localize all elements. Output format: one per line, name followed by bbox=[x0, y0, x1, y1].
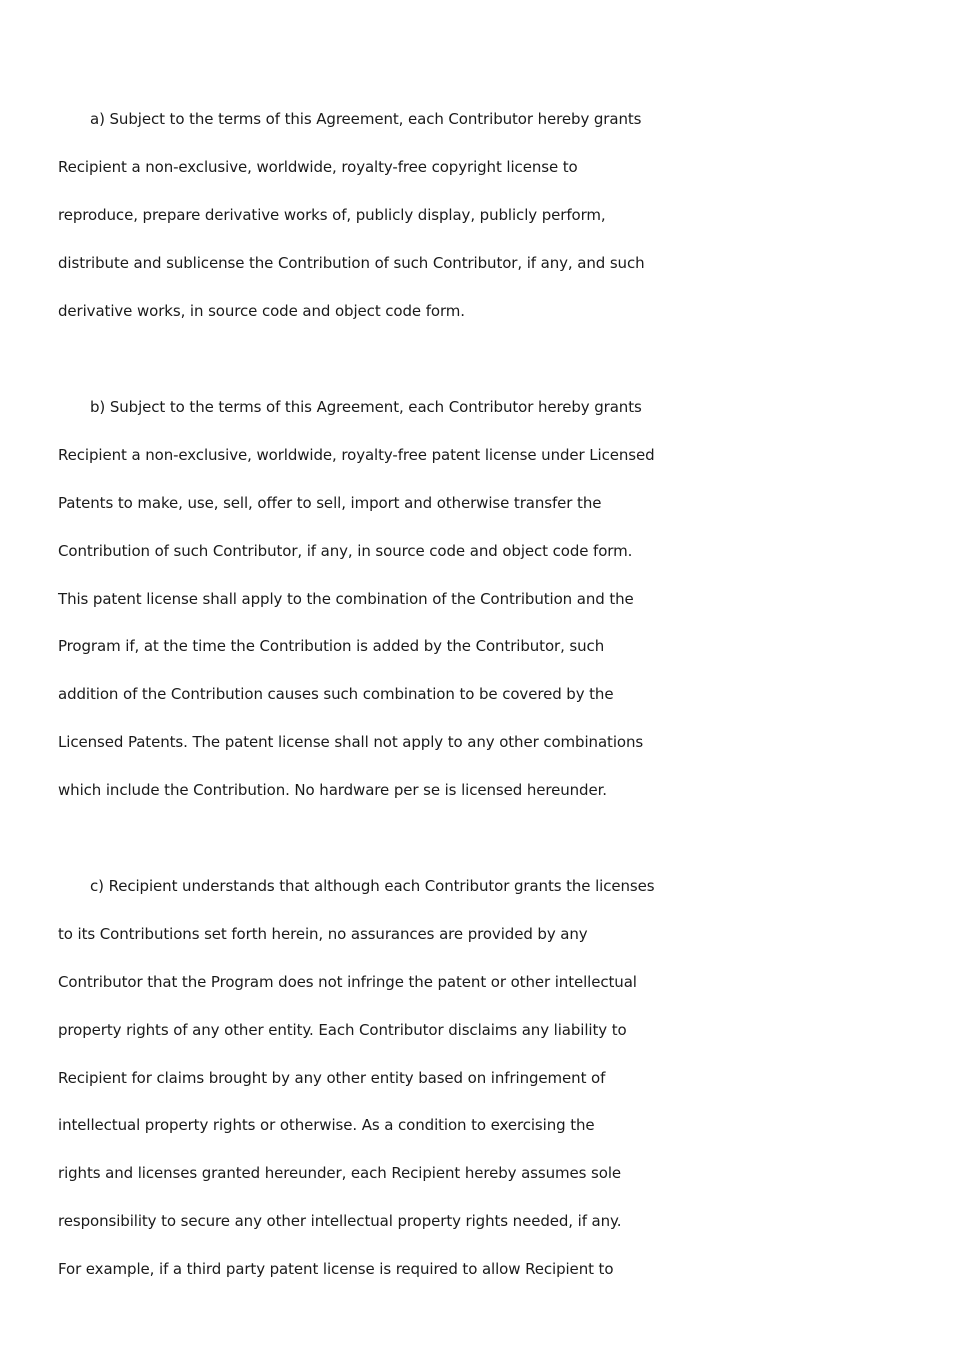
paragraph-line: a) Subject to the terms of this Agreement, each Contributor hereby grants bbox=[90, 110, 642, 128]
paragraph-line: responsibility to secure any other intellectual property rights needed, if any. bbox=[58, 1212, 622, 1231]
paragraph-line: intellectual property rights or otherwise. As a condition to exercising the bbox=[58, 1116, 595, 1135]
paragraph-line: derivative works, in source code and object code form. bbox=[58, 301, 465, 320]
paragraph-line: which include the Contribution. No hardware per se is licensed hereunder. bbox=[58, 781, 607, 800]
paragraph-line: reproduce, prepare derivative works of, publicly display, publicly perform, bbox=[58, 205, 606, 224]
paragraph-line: addition of the Contribution causes such combination to be covered by the bbox=[58, 685, 614, 704]
paragraph-line: Patents to make, use, sell, offer to sell, import and otherwise transfer the bbox=[58, 493, 602, 512]
paragraph-b bbox=[58, 384, 698, 815]
paragraph-c bbox=[58, 863, 698, 1294]
paragraph-line: property rights of any other entity. Each Contributor disclaims any liability to bbox=[58, 1020, 627, 1039]
paragraph-line: This patent license shall apply to the combination of the Contribution and the bbox=[58, 589, 634, 608]
paragraph-line: c) Recipient understands that although each Contributor grants the licenses bbox=[90, 877, 655, 895]
paragraph-line: Licensed Patents. The patent license shall not apply to any other combinations bbox=[58, 733, 644, 752]
paragraph-line: to its Contributions set forth herein, no assurances are provided by any bbox=[58, 924, 588, 943]
paragraph-line: Recipient for claims brought by any other entity based on infringement of bbox=[58, 1068, 606, 1087]
paragraph-line: Contribution of such Contributor, if any, in source code and object code form. bbox=[58, 541, 633, 560]
paragraph-line: Recipient a non-exclusive, worldwide, royalty-free copyright license to bbox=[58, 157, 578, 176]
paragraph-line: Contributor that the Program does not infringe the patent or other intellectual bbox=[58, 972, 637, 991]
paragraph-line: For example, if a third party patent license is required to allow Recipient to bbox=[58, 1260, 614, 1279]
paragraph-line: rights and licenses granted hereunder, each Recipient hereby assumes sole bbox=[58, 1164, 622, 1183]
paragraph-line: Program if, at the time the Contribution is added by the Contributor, such bbox=[58, 637, 605, 656]
paragraph-a bbox=[58, 96, 698, 335]
paragraph-line: Recipient a non-exclusive, worldwide, royalty-free patent license under Licensed bbox=[58, 445, 655, 464]
paragraph-line: b) Subject to the terms of this Agreement, each Contributor hereby grants bbox=[90, 398, 642, 416]
paragraph-line: distribute and sublicense the Contribution of such Contributor, if any, and such bbox=[58, 253, 645, 272]
